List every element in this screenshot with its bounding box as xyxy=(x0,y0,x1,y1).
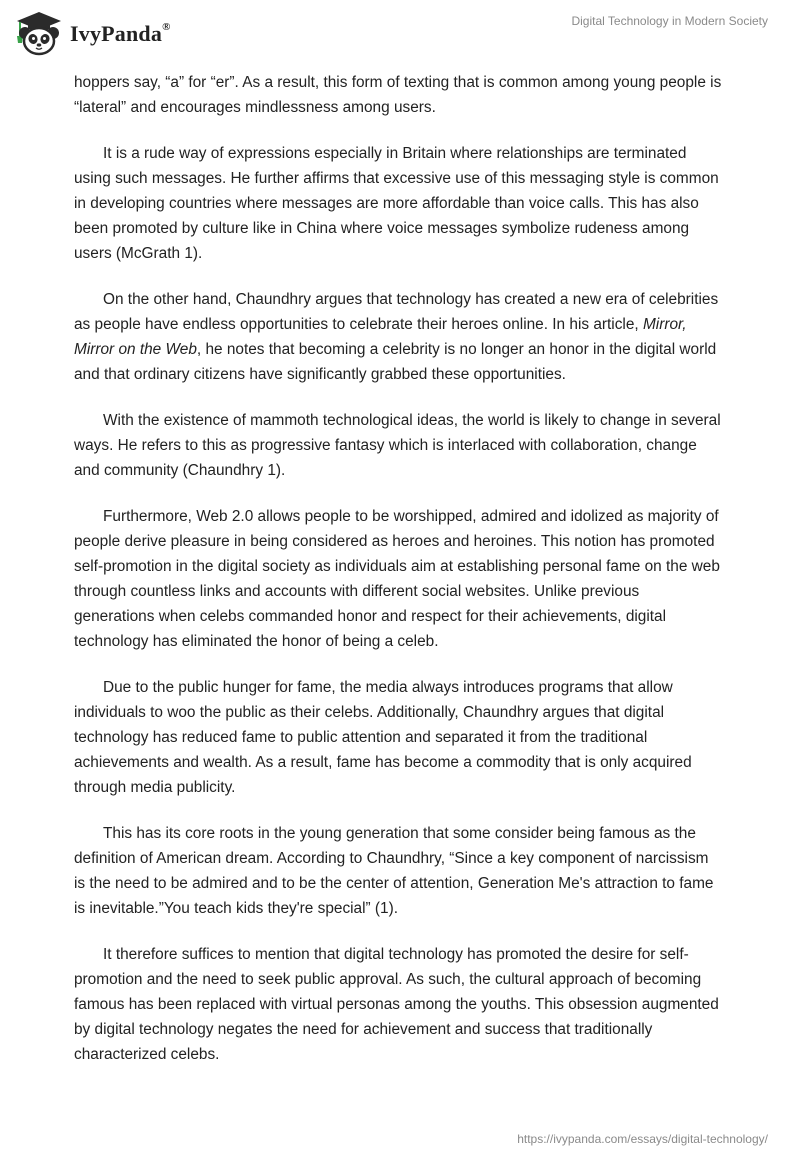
paragraph: Furthermore, Web 2.0 allows people to be worshipped, admired and idolized as majority of people derive pleasure in being considered as heroes and heroines. This notion has promoted self-promotion in the digital society as individuals aim at establishing personal fame on the web through countless links and accounts with different social websites. Unlike previous generations when celebs commanded honor and respect for their achievements, digital technology has eliminated the honor of being a celeb. xyxy=(74,508,720,650)
paragraph: It therefore suffices to mention that digital technology has promoted the desire for self-promotion and the need to seek public approval. As such, the cultural approach of becoming famous has been replaced with virtual personas among the youths. This obsession augmented by digital technology negates the need for achievement and success that traditionally characterized celebs. xyxy=(74,946,719,1063)
registered-mark: ® xyxy=(162,20,171,33)
paragraph: With the existence of mammoth technological ideas, the world is likely to change in several ways. He refers to this as progressive fantasy which is interlaced with collaboration, change and community (Chaundhry 1). xyxy=(74,412,721,479)
document-title: Digital Technology in Modern Society xyxy=(571,14,768,28)
panda-graduation-icon xyxy=(14,10,64,56)
paragraph: hoppers say, “a” for “er”. As a result, this form of texting that is common among young people is “lateral” and encourages mindlessness among users. xyxy=(74,74,722,116)
paragraph: This has its core roots in the young generation that some consider being famous as the definition of American dream. According to Chaundhry, “Since a key component of narcissism is the need to be admired and to be the center of attention, Generation Me's attraction to fame is inevitable.”You teach kids they're special” (1). xyxy=(74,825,714,917)
paragraph: Due to the public hunger for fame, the media always introduces programs that allow individuals to woo the public as their celebs. Additionally, Chaundhry argues that digital technology has reduced fame to public attention and separated it from the traditional achievements and wealth. As a result, fame has become a commodity that is only acquired through media publicity. xyxy=(74,679,692,796)
paragraph: It is a rude way of expressions especially in Britain where relationships are terminated using such messages. He further affirms that excessive use of this messaging style is common in developing countries where messages are more affordable than voice calls. This has also been promoted by culture like in China where voice messages symbolize rudeness among users (McGrath 1). xyxy=(74,145,719,262)
brand-name: IvyPanda® xyxy=(70,20,171,46)
source-url[interactable]: https://ivypanda.com/essays/digital-technology/ xyxy=(517,1132,768,1146)
essay-body xyxy=(74,70,722,1088)
article-title: Mirror, Mirror on the Web xyxy=(74,316,687,358)
paragraph: On the other hand, Chaundhry argues that technology has created a new era of celebrities as people have endless opportunities to celebrate their heroes online. In his article, Mirror, Mirror on the Web, he notes that becoming a celebrity is no longer an honor in the digital world and that ordinary citizens have significantly grabbed these opportunities. xyxy=(74,291,719,383)
brand-logo[interactable] xyxy=(14,8,171,58)
